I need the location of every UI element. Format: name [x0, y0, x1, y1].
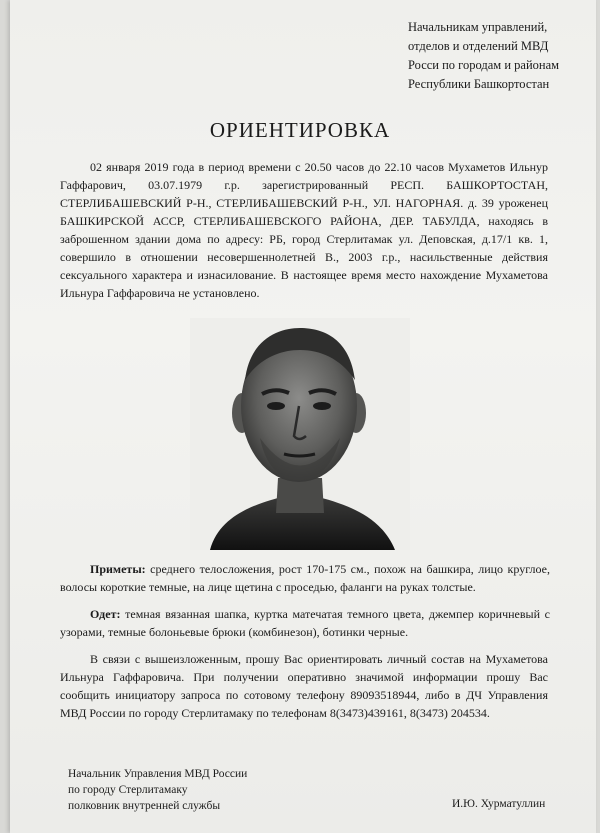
signer-name: И.Ю. Хурматуллин	[452, 798, 546, 810]
suspect-photo	[190, 318, 410, 550]
special-marks-label: Приметы:	[90, 562, 146, 576]
addressee-line: Росси по городам и районам	[408, 58, 560, 72]
signer-line: по городу Стерлитамаку	[68, 784, 188, 796]
signer-line: Начальник Управления МВД России	[68, 768, 248, 780]
clothing-text: темная вязанная шапка, куртка матечатая темного цвета, джемпер коричневый с узорами, темные болоньевые брюки (комбинезон), ботинки черные.	[60, 607, 550, 639]
suspect-portrait-icon	[190, 318, 410, 550]
clothing-label: Одет:	[90, 607, 121, 621]
signer-block	[68, 766, 328, 814]
document-title: ОРИЕНТИРОВКА	[209, 118, 391, 142]
addressee-line: Начальникам управлений,	[408, 20, 548, 34]
addressee-block	[408, 18, 598, 94]
request-paragraph	[60, 650, 548, 722]
addressee-line: отделов и отделений МВД	[408, 39, 549, 53]
incident-paragraph: 02 января 2019 года в период времени с 20.50 часов до 22.10 часов Мухаметов Ильнур Гаффарович, 03.07.1979 г.р. зарегистрированный РЕСП. БАШКОРТОСТАН, СТЕРЛИБАШЕВСКИЙ Р-Н., СТЕРЛИБАШЕВСКИЙ Р-Н., УЛ. НАГОРНАЯ. д. 39 уроженец БАШКИРСКОЙ АССР, СТЕРЛИБАШЕВСКОГО РАЙОНА, ДЕР. ТАБУЛДА, находясь в заброшенном здании дома по адресу: РБ, город Стерлитамак ул. Деповская, д.17/1 кв. 1, совершило в отношении несовершеннолетней В., 2003 г.р., насильственные действия сексуального характера и изнасилование. В настоящее время место нахождение Мухаметова Ильнура Гаффаровича не установлено.	[60, 160, 548, 300]
signer-line: полковник внутренней службы	[68, 800, 221, 812]
special-marks-paragraph	[60, 560, 550, 596]
request-text: В связи с вышеизложенным, прошу Вас ориентировать личный состав на Мухаметова Ильнура Гаффаровича. При получении оперативно значимой информации прошу Вас сообщить инициатору запроса по сотовому телефону 89093518944, либо в ДЧ Управления МВД России по городу Стерлитамаку по телефонам 8(3473)439161, 8(3473) 204534.	[60, 652, 548, 720]
special-marks-text: среднего телосложения, рост 170-175 см., похож на башкира, лицо круглое, волосы короткие темные, на лице щетина с проседью, фаланги на руках толстые.	[60, 562, 550, 594]
clothing-paragraph	[60, 605, 550, 641]
addressee-line: Республики Башкортостан	[408, 77, 550, 91]
